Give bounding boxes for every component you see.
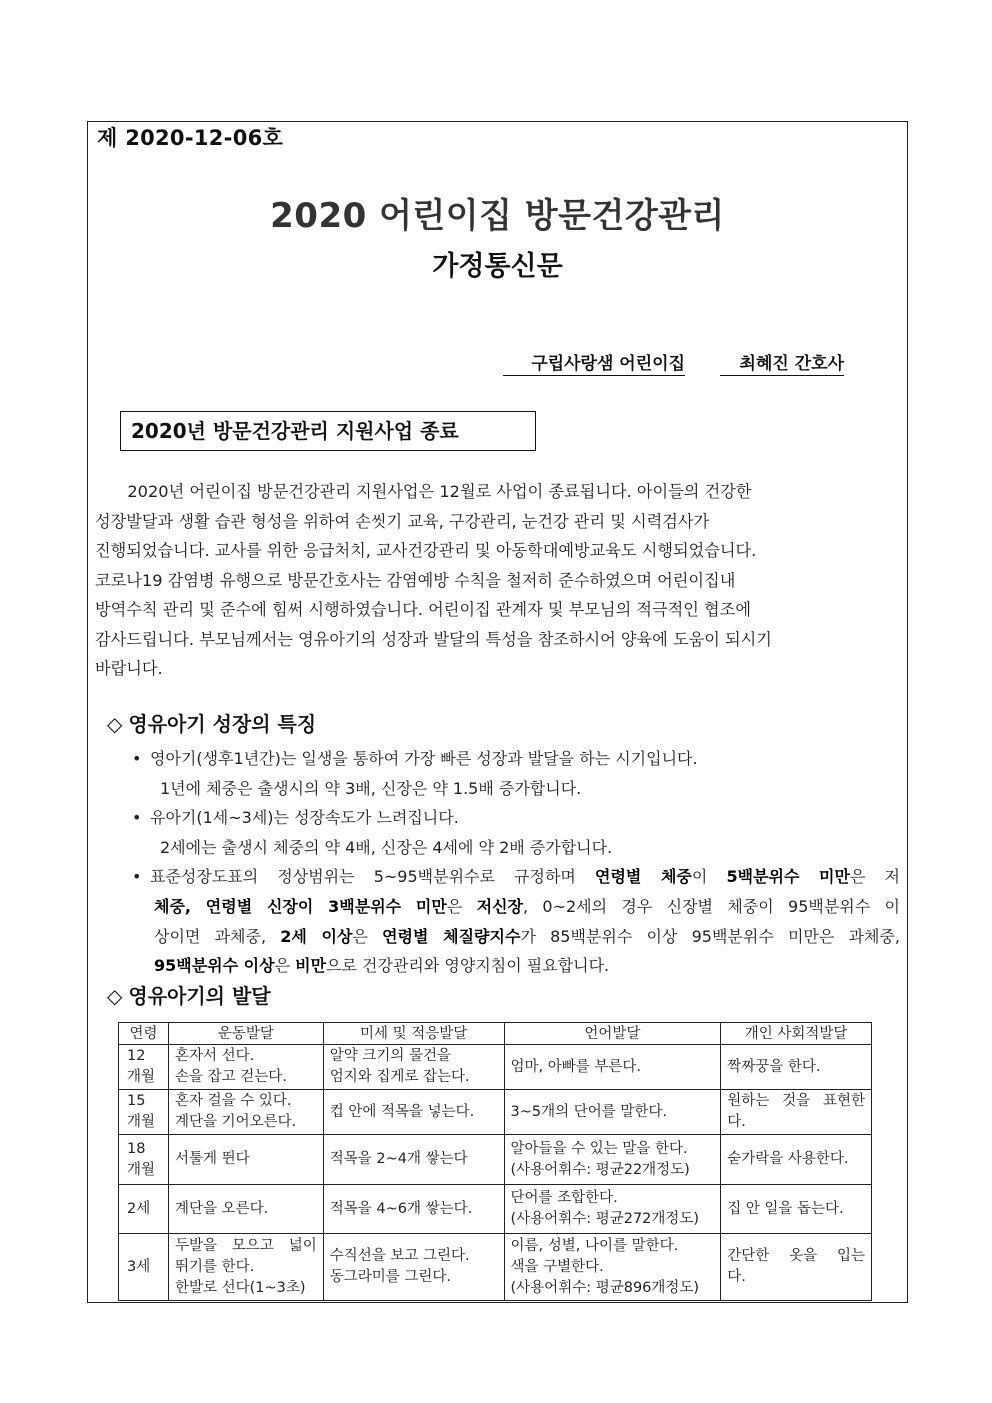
bullet-continuation: 95백분위수 이상은 비만으로 건강관리와 영양지침이 필요합니다. [154,956,610,976]
table-row [119,1234,872,1301]
growth-heading [107,708,316,737]
language-cell: 알아들을 수 있는 말을 한다. (사용어휘수: 평균22개정도) [504,1135,721,1185]
age-cell: 18 개월 [119,1135,169,1185]
bullet-item: • 표준성장도표의 정상범위는 5~95백분위수로 규정하며 연령별 체중이 5백분위수 미만은 저 [132,862,900,892]
paragraph-line: 진행되었습니다. 교사를 위한 응급처치, 교사건강관리 및 아동학대예방교육도 시행되었습니다. [95,541,757,560]
column-header: 미세 및 적응발달 [323,1023,504,1045]
age-cell: 2세 [119,1185,169,1234]
development-heading-text: 영유아기의 발달 [128,984,271,1008]
fine-cell: 알약 크기의 물건을 엄지와 집게로 잡는다. [323,1045,504,1090]
column-header: 연령 [119,1023,169,1045]
language-cell: 단어를 조합한다. (사용어휘수: 평균272개정도) [504,1185,721,1234]
motor-cell: 두발을 모으고 넓이 뛰기를 한다. 한발로 선다(1~3초) [168,1234,323,1301]
column-header: 언어발달 [504,1023,721,1045]
growth-bullets [132,744,900,981]
table-row [119,1185,872,1234]
bullet-icon: • [132,808,142,828]
development-heading [107,980,271,1009]
table-row [119,1090,872,1135]
language-cell: 3~5개의 단어를 말한다. [504,1090,721,1135]
social-cell: 짝짜꿍을 한다. [721,1045,872,1090]
age-cell: 12 개월 [119,1045,169,1090]
intro-paragraph [95,477,900,684]
paragraph-line: 코로나19 감염병 유행으로 방문간호사는 감염예방 수칙을 철저히 준수하였으며 어린이집내 [95,570,736,590]
language-cell: 엄마, 아빠를 부른다. [504,1045,721,1090]
social-cell: 집 안 일을 돕는다. [721,1185,872,1234]
paragraph-line: 2020년 어린이집 방문건강관리 지원사업은 12월로 사업이 종료됩니다. 아이들의 건강한 [95,482,752,501]
table-header-row [119,1023,872,1045]
paragraph-line: 방역수칙 관리 및 준수에 힘써 시행하였습니다. 어린이집 관계자 및 부모님의 적극적인 협조에 [95,600,751,619]
development-table [118,1022,872,1301]
age-cell: 15 개월 [119,1090,169,1135]
social-cell: 숟가락을 사용한다. [721,1135,872,1185]
issue-number: 제 2020-12-06호 [97,126,284,150]
motor-cell: 서툴게 뛴다 [168,1135,323,1185]
motor-cell: 혼자 걸을 수 있다. 계단을 기어오른다. [168,1090,323,1135]
table-row [119,1135,872,1185]
bullet-continuation: 상이면 과체중, 2세 이상은 연령별 체질량지수가 85백분위수 이상 95백분위수 미만은 과체중, [154,926,901,946]
column-header: 개인 사회적발달 [721,1023,872,1045]
fine-cell: 수직선을 보고 그린다. 동그라미를 그린다. [323,1234,504,1301]
fine-cell: 컵 안에 적목을 넣는다. [323,1090,504,1135]
document-subtitle: 가정통신문 [432,251,563,282]
paragraph-line: 감사드립니다. 부모님께서는 영유아기의 성장과 발달의 특성을 참조하시어 양육에 도움이 되시기 [95,629,772,649]
paragraph-line: 바랍니다. [95,659,163,678]
document-title: 2020 어린이집 방문건강관리 [270,196,725,236]
diamond-icon: ◇ [107,984,123,1008]
bullet-item: • 유아기(1세~3세)는 성장속도가 느려집니다. [132,803,900,833]
growth-heading-text: 영유아기 성장의 특징 [128,712,317,736]
section-title-box: 2020년 방문건강관리 지원사업 종료 [120,411,536,451]
bullet-continuation: 1년에 체중은 출생시의 약 3배, 신장은 약 1.5배 증가합니다. [160,778,582,798]
fine-cell: 적목을 4~6개 쌓는다. [323,1185,504,1234]
nurse-name: 최혜진 간호사 [720,349,844,376]
bullet-icon: • [132,749,142,768]
school-name: 구립사랑샘 어린이집 [503,349,685,376]
bullet-icon: • [132,867,142,887]
table-row [119,1045,872,1090]
bullet-continuation: 2세에는 출생시 체중의 약 4배, 신장은 4세에 약 2배 증가합니다. [160,837,613,857]
paragraph-line: 성장발달과 생활 습관 형성을 위하여 손씻기 교육, 구강관리, 눈건강 관리 및 시력검사가 [95,511,710,531]
age-cell: 3세 [119,1234,169,1301]
motor-cell: 혼자서 선다. 손을 잡고 걷는다. [168,1045,323,1090]
social-cell: 간단한 옷을 입는 다. [721,1234,872,1301]
social-cell: 원하는 것을 표현한 다. [721,1090,872,1135]
bullet-item: • 영아기(생후1년간)는 일생을 통하여 가장 빠른 성장과 발달을 하는 시기입니다. [132,744,900,774]
motor-cell: 계단을 오른다. [168,1185,323,1234]
fine-cell: 적목을 2~4개 쌓는다 [323,1135,504,1185]
column-header: 운동발달 [168,1023,323,1045]
bullet-continuation: 체중, 연령별 신장이 3백분위수 미만은 저신장, 0~2세의 경우 신장별 체중이 95백분위수 이 [154,896,900,916]
language-cell: 이름, 성별, 나이를 말한다. 색을 구별한다. (사용어휘수: 평균896개정도) [504,1234,721,1301]
diamond-icon: ◇ [107,712,123,736]
